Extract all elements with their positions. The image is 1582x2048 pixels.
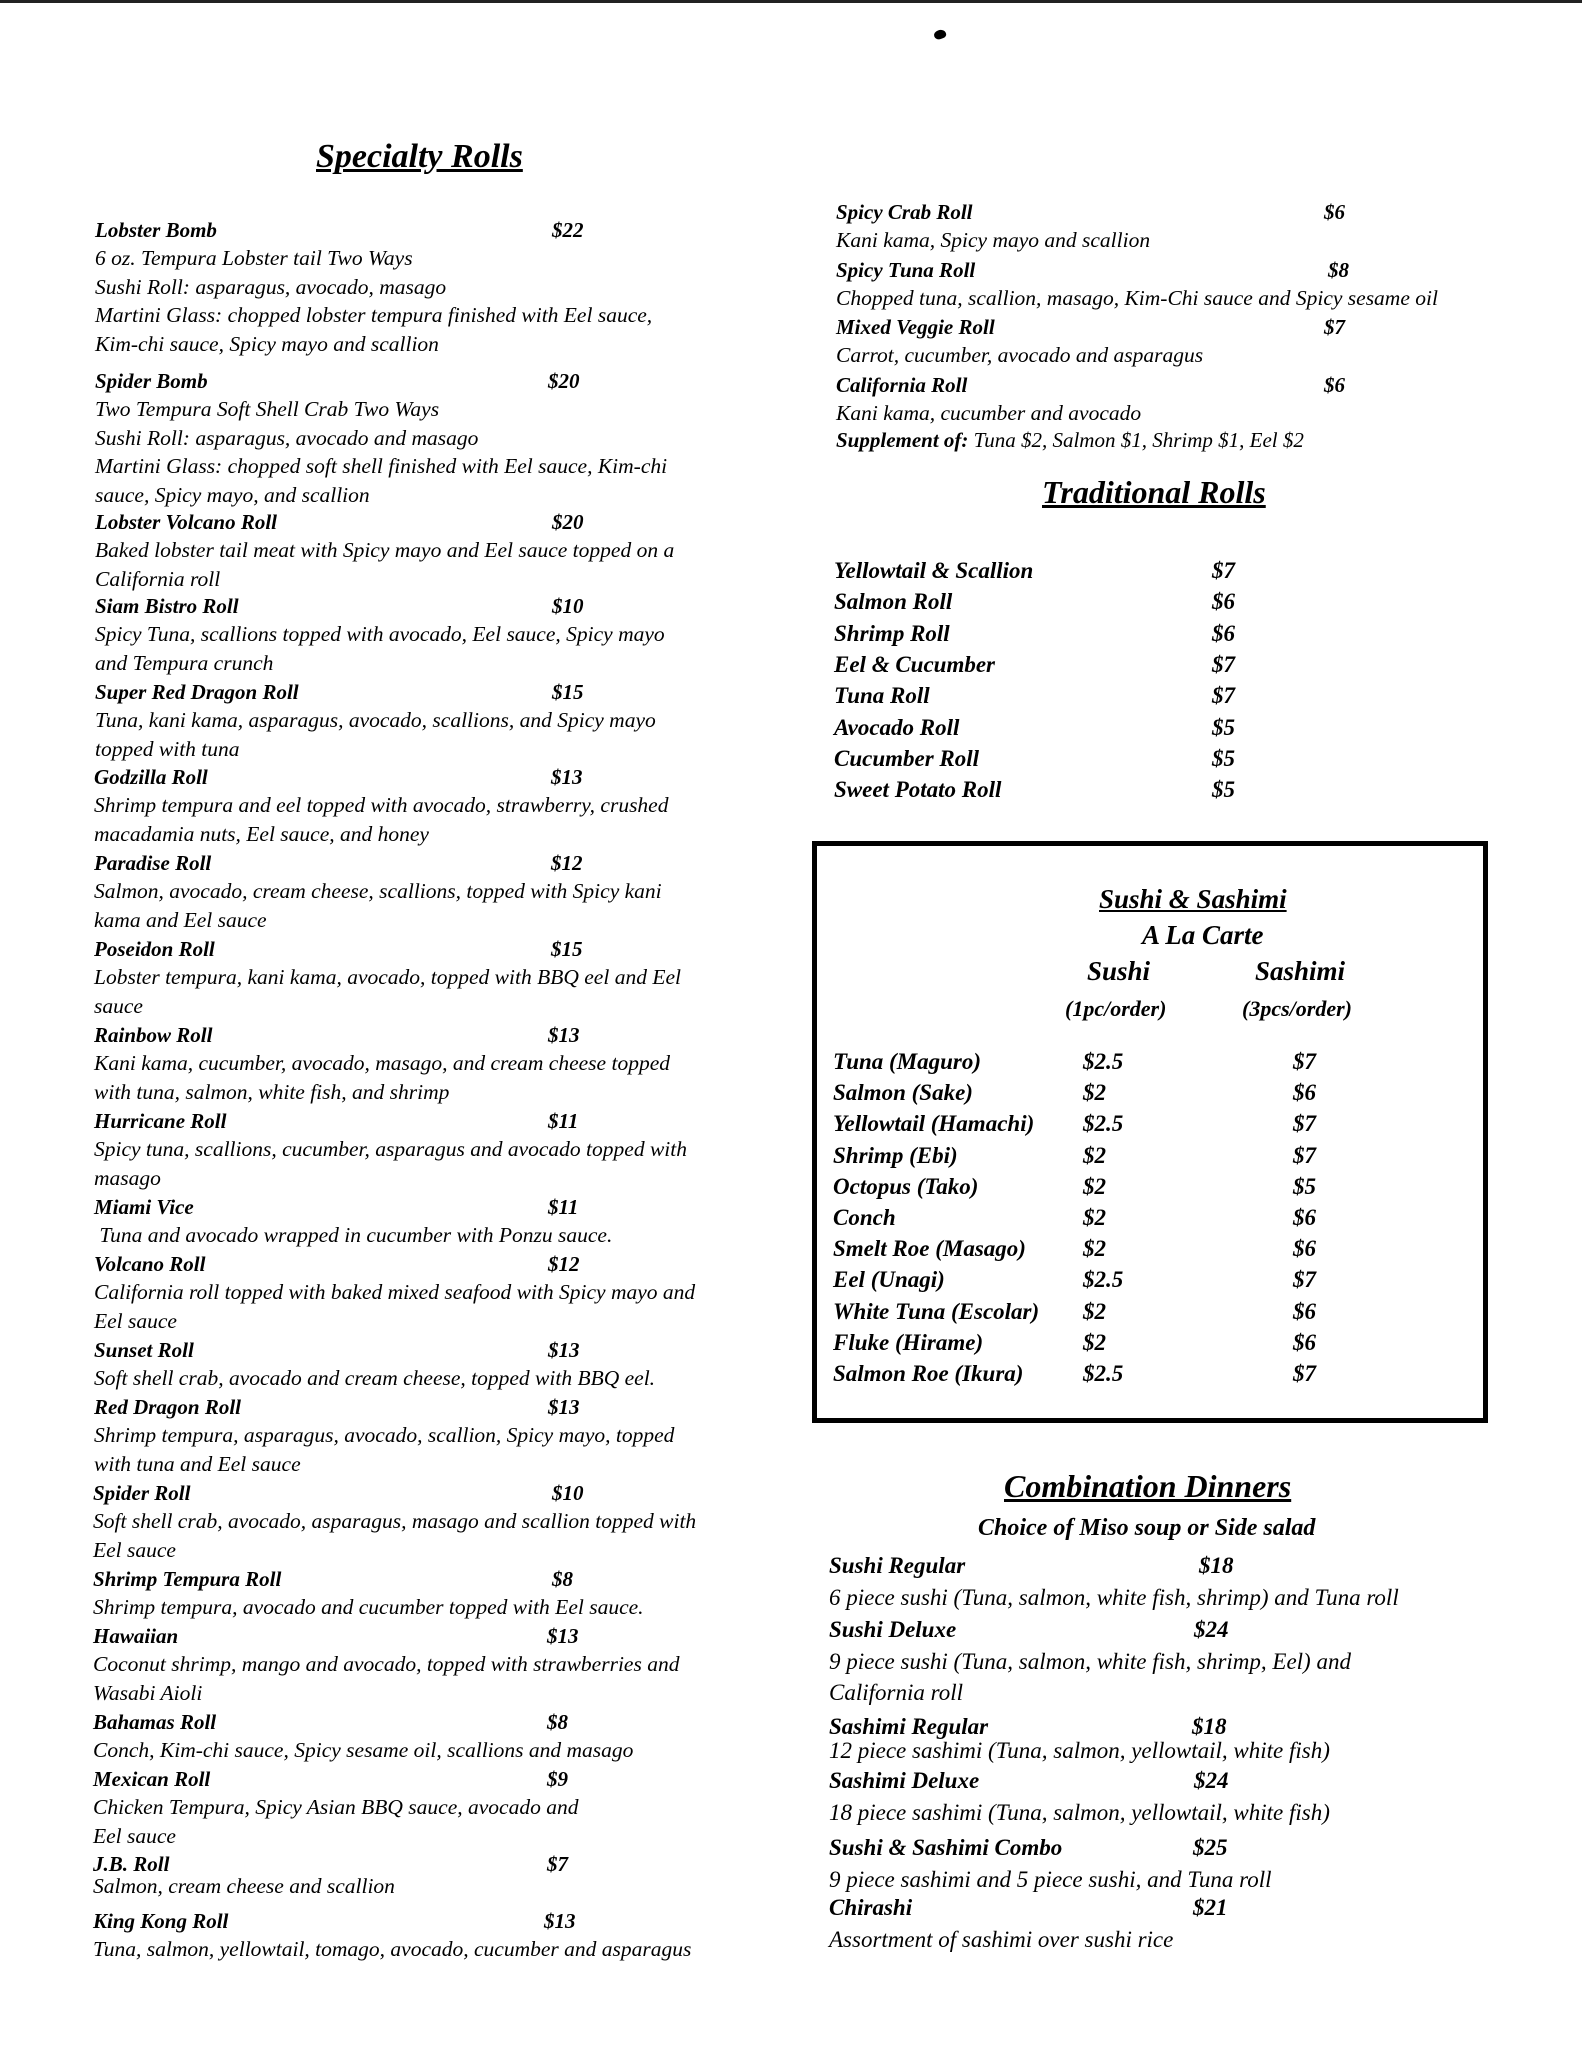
specialty-roll-price: $8 (547, 1710, 568, 1734)
traditional-roll-price: $6 (1212, 589, 1235, 615)
traditional-roll-name: Cucumber Roll (834, 745, 980, 771)
sushi-price: $2.5 (1083, 1111, 1124, 1137)
specialty-roll-description: Baked lobster tail meat with Spicy mayo and Eel sauce topped on a California roll (95, 538, 675, 591)
traditional-roll-item (834, 649, 1254, 680)
sashimi-price: $6 (1293, 1298, 1316, 1324)
supplement-label: Supplement of: (836, 428, 969, 452)
combination-dinner-name: Sushi Deluxe (829, 1617, 957, 1642)
basic-roll-description: Chopped tuna, scallion, masago, Kim-Chi sauce and Spicy sesame oil (836, 286, 1438, 310)
specialty-roll-description: Lobster tempura, kani kama, avocado, topped with BBQ eel and Eel sauce (94, 965, 681, 1018)
fish-name: Conch (833, 1205, 896, 1230)
traditional-roll-item (834, 586, 1254, 617)
sushi-sashimi-row (833, 1140, 1433, 1171)
sashimi-column-subheader: (3pcs/order) (1242, 996, 1352, 1021)
basic-roll-name: Spicy Tuna Roll (836, 258, 976, 282)
traditional-roll-price: $7 (1212, 558, 1235, 583)
basic-roll-name: California Roll (836, 373, 968, 397)
sashimi-price: $5 (1293, 1173, 1316, 1199)
specialty-roll-price: $9 (547, 1767, 568, 1791)
sushi-sashimi-row (833, 1327, 1433, 1358)
specialty-roll-price: $12 (548, 1252, 580, 1276)
traditional-roll-item (834, 712, 1254, 743)
specialty-roll-name: Volcano Roll (94, 1252, 206, 1276)
sashimi-column-header: Sashimi (1255, 956, 1346, 986)
specialty-roll-description: Spicy tuna, scallions, cucumber, asparagus and avocado topped with masago (94, 1137, 687, 1190)
scan-speck (933, 28, 947, 41)
traditional-roll-item (834, 680, 1254, 711)
specialty-roll-name: Rainbow Roll (94, 1023, 213, 1047)
specialty-roll-description: Shrimp tempura and eel topped with avocado, strawberry, crushed macadamia nuts, Eel sauce, and honey (94, 793, 669, 846)
fish-name: Salmon (Sake) (833, 1080, 973, 1106)
sashimi-price: $7 (1293, 1361, 1316, 1386)
combination-dinner-description: 12 piece sashimi (Tuna, salmon, yellowtail, white fish) (829, 1738, 1330, 1763)
basic-roll-price: $6 (1324, 373, 1345, 397)
sashimi-price: $7 (1293, 1111, 1316, 1137)
traditional-roll-price: $7 (1212, 683, 1235, 709)
fish-name: Eel (Unagi) (833, 1267, 945, 1293)
sushi-sashimi-row (833, 1046, 1433, 1077)
specialty-roll-name: Super Red Dragon Roll (95, 680, 299, 704)
basic-roll-description: Carrot, cucumber, avocado and asparagus (836, 343, 1204, 367)
specialty-roll-description: Kani kama, cucumber, avocado, masago, and cream cheese topped with tuna, salmon, white fish, and shrimp (94, 1051, 670, 1104)
fish-name: Shrimp (Ebi) (833, 1142, 958, 1168)
specialty-roll-price: $15 (551, 937, 583, 961)
basic-roll-name: Spicy Crab Roll (836, 200, 973, 224)
fish-name: Smelt Roe (Masago) (833, 1236, 1026, 1262)
traditional-roll-price: $5 (1212, 745, 1235, 771)
combination-dinner-description: Assortment of sashimi over sushi rice (829, 1927, 1174, 1952)
specialty-roll-name: Bahamas Roll (93, 1710, 217, 1734)
specialty-roll-description: Conch, Kim-chi sauce, Spicy sesame oil, scallions and masago (93, 1738, 634, 1762)
specialty-roll-name: Shrimp Tempura Roll (93, 1567, 282, 1591)
supplement-text: Tuna $2, Salmon $1, Shrimp $1, Eel $2 (968, 428, 1304, 452)
traditional-roll-name: Yellowtail & Scallion (834, 558, 1034, 583)
sashimi-price: $7 (1293, 1267, 1316, 1293)
specialty-roll-price: $7 (547, 1852, 568, 1876)
traditional-roll-name: Eel & Cucumber (834, 651, 996, 677)
specialty-roll-description: Salmon, cream cheese and scallion (93, 1874, 395, 1898)
sushi-sashimi-row (833, 1233, 1433, 1264)
specialty-roll-price: $13 (548, 1023, 580, 1047)
specialty-roll-description: Tuna, kani kama, asparagus, avocado, scallions, and Spicy mayo topped with tuna (95, 708, 656, 761)
traditional-roll-price: $6 (1212, 620, 1235, 646)
specialty-roll-description: Spicy Tuna, scallions topped with avocado, Eel sauce, Spicy mayo and Tempura crunch (95, 622, 665, 675)
sushi-price: $2 (1083, 1329, 1106, 1355)
specialty-roll-description: California roll topped with baked mixed seafood with Spicy mayo and Eel sauce (94, 1280, 696, 1333)
specialty-roll-name: Hurricane Roll (94, 1109, 227, 1133)
supplement-line (836, 428, 1304, 453)
sushi-price: $2 (1083, 1236, 1106, 1262)
traditional-roll-name: Tuna Roll (834, 683, 930, 709)
fish-name: Tuna (Maguro) (833, 1049, 982, 1074)
sashimi-price: $6 (1293, 1080, 1316, 1106)
sushi-sashimi-row (833, 1358, 1433, 1389)
specialty-roll-name: Sunset Roll (94, 1338, 194, 1362)
combination-dinner-price: $21 (1193, 1895, 1228, 1920)
fish-name: Fluke (Hirame) (833, 1329, 984, 1355)
basic-roll-description: Kani kama, cucumber and avocado (836, 401, 1142, 425)
combination-dinner-price: $18 (1199, 1553, 1234, 1578)
combination-dinner-price: $24 (1194, 1617, 1229, 1642)
specialty-roll-price: $13 (548, 1395, 580, 1419)
fish-name: White Tuna (Escolar) (833, 1298, 1040, 1324)
sushi-sashimi-row (833, 1202, 1433, 1233)
specialty-roll-name: Lobster Bomb (95, 218, 217, 242)
scan-edge-line (0, 0, 1582, 3)
basic-roll-price: $7 (1324, 315, 1345, 339)
basic-roll-price: $6 (1324, 200, 1345, 224)
sushi-price: $2.5 (1083, 1267, 1124, 1293)
specialty-roll-name: Poseidon Roll (94, 937, 215, 961)
specialty-rolls-title: Specialty Rolls (316, 138, 523, 175)
combination-dinner-price: $18 (1192, 1714, 1227, 1739)
combination-dinner-name: Sashimi Regular (829, 1714, 989, 1739)
sushi-column-header: Sushi (1087, 956, 1151, 986)
sushi-price: $2.5 (1083, 1049, 1124, 1074)
specialty-roll-name: Hawaiian (93, 1624, 179, 1648)
specialty-roll-price: $13 (544, 1909, 576, 1933)
sashimi-price: $6 (1293, 1205, 1316, 1230)
basic-roll-price: $8 (1328, 258, 1349, 282)
combination-dinner-price: $25 (1193, 1835, 1228, 1860)
traditional-roll-price: $5 (1212, 777, 1235, 803)
combination-dinner-name: Sashimi Deluxe (829, 1768, 980, 1793)
a-la-carte-subtitle: A La Carte (1142, 920, 1264, 950)
specialty-roll-name: J.B. Roll (93, 1852, 170, 1876)
combination-subtitle: Choice of Miso soup or Side salad (978, 1515, 1316, 1541)
combination-dinner-description: 6 piece sushi (Tuna, salmon, white fish, shrimp) and Tuna roll (829, 1585, 1399, 1610)
traditional-roll-item (834, 774, 1254, 805)
sushi-price: $2.5 (1083, 1361, 1124, 1386)
specialty-roll-description: Chicken Tempura, Spicy Asian BBQ sauce, avocado and Eel sauce (93, 1795, 579, 1848)
sushi-price: $2 (1083, 1142, 1106, 1168)
sushi-sashimi-row (833, 1296, 1433, 1327)
specialty-roll-price: $10 (552, 594, 584, 618)
traditional-roll-name: Sweet Potato Roll (834, 777, 1002, 803)
specialty-roll-description: Soft shell crab, avocado, asparagus, masago and scallion topped with Eel sauce (93, 1509, 697, 1562)
specialty-roll-name: Miami Vice (94, 1195, 194, 1219)
specialty-roll-price: $20 (552, 510, 584, 534)
specialty-roll-price: $13 (547, 1624, 579, 1648)
specialty-roll-price: $10 (552, 1481, 584, 1505)
combination-dinners-title: Combination Dinners (1004, 1468, 1292, 1504)
sushi-price: $2 (1083, 1080, 1106, 1106)
combination-dinner-name: Chirashi (829, 1895, 913, 1920)
traditional-roll-item (834, 743, 1254, 774)
sashimi-price: $6 (1293, 1329, 1316, 1355)
combination-dinner-description: 18 piece sashimi (Tuna, salmon, yellowtail, white fish) (829, 1800, 1330, 1825)
specialty-roll-name: Godzilla Roll (94, 765, 208, 789)
specialty-roll-name: Mexican Roll (93, 1767, 211, 1791)
specialty-roll-description: Shrimp tempura, asparagus, avocado, scallion, Spicy mayo, topped with tuna and Eel sauce (94, 1423, 675, 1476)
fish-name: Salmon Roe (Ikura) (833, 1361, 1024, 1386)
sushi-price: $2 (1083, 1298, 1106, 1324)
specialty-roll-name: Spider Bomb (95, 369, 208, 393)
sushi-sashimi-row (833, 1108, 1433, 1139)
specialty-roll-description: Tuna and avocado wrapped in cucumber with Ponzu sauce. (94, 1223, 613, 1247)
sashimi-price: $7 (1293, 1049, 1316, 1074)
traditional-roll-name: Avocado Roll (834, 714, 960, 740)
traditional-roll-item (834, 555, 1254, 586)
specialty-roll-description: Shrimp tempura, avocado and cucumber topped with Eel sauce. (93, 1595, 644, 1619)
sushi-sashimi-row (833, 1077, 1433, 1108)
sushi-sashimi-box (812, 841, 1488, 1423)
specialty-roll-price: $8 (552, 1567, 573, 1591)
traditional-roll-name: Shrimp Roll (834, 620, 950, 646)
sashimi-price: $6 (1293, 1236, 1316, 1262)
specialty-roll-name: Spider Roll (93, 1481, 191, 1505)
specialty-roll-price: $11 (548, 1109, 579, 1133)
specialty-roll-name: Red Dragon Roll (94, 1395, 242, 1419)
specialty-roll-name: Lobster Volcano Roll (95, 510, 278, 534)
specialty-roll-price: $15 (552, 680, 584, 704)
fish-name: Octopus (Tako) (833, 1173, 979, 1199)
sushi-column-subheader: (1pc/order) (1065, 996, 1167, 1021)
combination-dinner-name: Sushi & Sashimi Combo (829, 1835, 1063, 1860)
sushi-price: $2 (1083, 1205, 1106, 1230)
sushi-sashimi-row (833, 1264, 1433, 1295)
traditional-roll-name: Salmon Roll (834, 589, 953, 615)
specialty-roll-price: $13 (551, 765, 583, 789)
fish-name: Yellowtail (Hamachi) (833, 1111, 1035, 1137)
traditional-roll-item (834, 618, 1254, 649)
combination-dinner-description: 9 piece sushi (Tuna, salmon, white fish, shrimp, Eel) and California roll (829, 1649, 1351, 1705)
sashimi-price: $7 (1293, 1142, 1316, 1168)
traditional-rolls-title: Traditional Rolls (1042, 474, 1266, 510)
combination-dinner-description: 9 piece sashimi and 5 piece sushi, and Tuna roll (829, 1867, 1272, 1892)
specialty-roll-description: Coconut shrimp, mango and avocado, topped with strawberries and Wasabi Aioli (93, 1652, 680, 1705)
specialty-roll-name: Paradise Roll (94, 851, 212, 875)
specialty-roll-description: Two Tempura Soft Shell Crab Two Ways Sushi Roll: asparagus, avocado and masago Martini Glass: chopped soft shell finished with Eel sauce, Kim-chi sauce, Spicy mayo, and scallion (95, 397, 668, 507)
specialty-roll-price: $11 (548, 1195, 579, 1219)
specialty-roll-price: $13 (548, 1338, 580, 1362)
traditional-roll-price: $5 (1212, 714, 1235, 740)
sushi-sashimi-title: Sushi & Sashimi (1099, 884, 1287, 914)
sushi-sashimi-row (833, 1171, 1433, 1202)
specialty-roll-description: Soft shell crab, avocado and cream cheese, topped with BBQ eel. (94, 1366, 656, 1390)
specialty-roll-price: $12 (551, 851, 583, 875)
specialty-roll-description: Salmon, avocado, cream cheese, scallions, topped with Spicy kani kama and Eel sauce (94, 879, 662, 932)
traditional-roll-price: $7 (1212, 651, 1235, 677)
specialty-roll-name: Siam Bistro Roll (95, 594, 239, 618)
sushi-price: $2 (1083, 1173, 1106, 1199)
specialty-roll-description: Tuna, salmon, yellowtail, tomago, avocado, cucumber and asparagus (93, 1937, 692, 1961)
basic-roll-description: Kani kama, Spicy mayo and scallion (836, 228, 1151, 252)
specialty-roll-name: King Kong Roll (93, 1909, 229, 1933)
specialty-roll-price: $20 (548, 369, 580, 393)
specialty-roll-price: $22 (552, 218, 584, 242)
basic-roll-name: Mixed Veggie Roll (836, 315, 995, 339)
combination-dinner-name: Sushi Regular (829, 1553, 966, 1578)
combination-dinner-price: $24 (1194, 1768, 1229, 1793)
specialty-roll-description: 6 oz. Tempura Lobster tail Two Ways Sushi Roll: asparagus, avocado, masago Martini Glass: chopped lobster tempura finished with Eel sauce, Kim-chi sauce, Spicy mayo and scallion (95, 246, 653, 356)
